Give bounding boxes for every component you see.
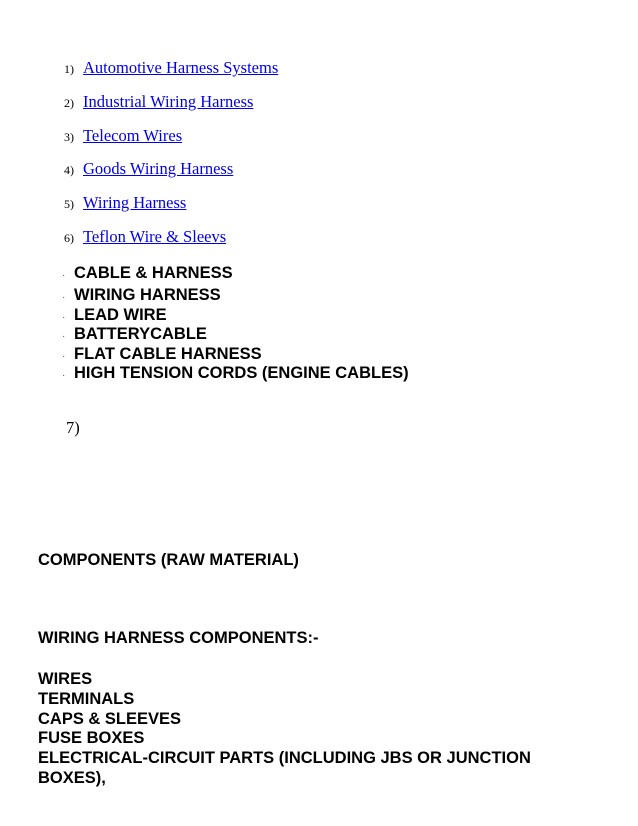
component-item: WIRES xyxy=(38,670,93,688)
bullet-item xyxy=(62,345,409,365)
list-number: 6) xyxy=(64,230,74,245)
link-goods-wiring-harness[interactable]: Goods Wiring Harness xyxy=(83,159,234,179)
list-number: 3) xyxy=(64,129,74,144)
bullet-item xyxy=(62,325,409,345)
product-bullet-list xyxy=(62,264,409,384)
heading-components: COMPONENTS (RAW MATERIAL) xyxy=(38,551,299,569)
link-teflon-wire-sleevs[interactable]: Teflon Wire & Sleevs xyxy=(83,226,227,246)
component-item: CAPS & SLEEVES xyxy=(38,709,182,728)
heading-wiring-harness-components: WIRING HARNESS COMPONENTS:- xyxy=(38,629,319,647)
bullet-icon: · xyxy=(62,331,66,343)
bullet-item xyxy=(62,364,409,384)
numbered-item xyxy=(64,193,278,227)
bullet-item xyxy=(62,264,409,286)
component-item: FUSE BOXES xyxy=(38,729,145,748)
bullet-text: BATTERYCABLE xyxy=(74,325,207,344)
numbered-item xyxy=(64,126,278,160)
bullet-text: FLAT CABLE HARNESS xyxy=(74,344,262,363)
link-automotive-harness-systems[interactable]: Automotive Harness Systems xyxy=(83,58,279,77)
bullet-text: CABLE & HARNESS xyxy=(74,264,233,282)
bullet-icon: · xyxy=(62,350,66,362)
link-industrial-wiring-harness[interactable]: Industrial Wiring Harness xyxy=(83,91,254,111)
bullet-item xyxy=(62,286,409,306)
list-number: 2) xyxy=(64,95,74,110)
numbered-item xyxy=(64,92,278,126)
components-list xyxy=(38,670,578,789)
bullet-icon: · xyxy=(62,292,66,303)
bullet-icon: · xyxy=(62,370,66,382)
bullet-text: WIRING HARNESS xyxy=(74,286,221,304)
numbered-item xyxy=(64,58,278,92)
numbered-item xyxy=(64,159,278,193)
list-number: 4) xyxy=(64,163,74,178)
link-telecom-wires[interactable]: Telecom Wires xyxy=(83,125,183,145)
bullet-item xyxy=(62,306,409,326)
numbered-item xyxy=(64,227,278,261)
numbered-link-list xyxy=(64,58,278,261)
bullet-text: HIGH TENSION CORDS (ENGINE CABLES) xyxy=(74,364,409,383)
component-item: ELECTRICAL-CIRCUIT PARTS (INCLUDING JBS OR JUNCTION BOXES), xyxy=(38,749,531,787)
list-number: 1) xyxy=(64,62,74,76)
list-number: 5) xyxy=(64,197,74,212)
bullet-icon: · xyxy=(62,311,66,323)
list-number-seven: 7) xyxy=(66,418,80,437)
link-wiring-harness[interactable]: Wiring Harness xyxy=(83,193,187,213)
bullet-text: LEAD WIRE xyxy=(74,305,167,324)
component-item: TERMINALS xyxy=(38,689,135,708)
bullet-icon: · xyxy=(62,270,66,281)
